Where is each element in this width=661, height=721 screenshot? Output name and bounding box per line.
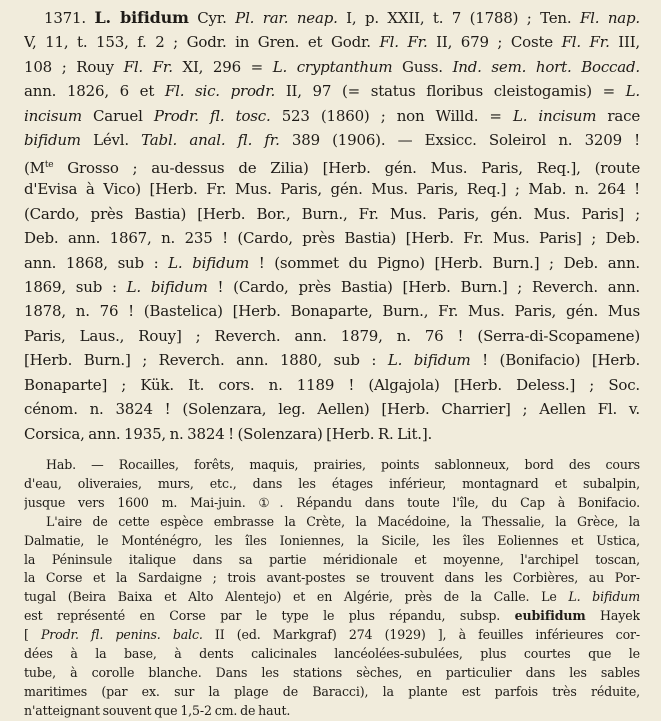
entry-line: [24, 299, 640, 323]
italic-text: Fl. Fr.: [379, 33, 428, 52]
bold-text: L. bifidum: [94, 8, 189, 27]
entry-line: [24, 397, 640, 421]
entry-line: [24, 177, 640, 201]
italic-text: L. bifidum: [126, 277, 208, 296]
text-run: n'atteignant souvent que 1,5-2 cm. de haut.: [24, 702, 291, 718]
notes-line: [46, 455, 640, 475]
entry-line: [24, 373, 640, 397]
entry-line: [24, 202, 640, 226]
italic-text: L. bifidum: [568, 589, 640, 605]
italic-text: Prodr. fl. tosc.: [153, 106, 271, 125]
entry-line: [24, 55, 640, 79]
bold-text: eubifidum: [514, 608, 586, 624]
text-run: ann. 1868, sub :: [24, 253, 169, 272]
italic-text: Ind. sem. hort. Boccad.: [452, 57, 640, 76]
text-run: 1869, sub :: [24, 277, 127, 296]
text-run: la Péninsule italique dans sa partie méridionale et moyenne, l'archipel toscan,: [24, 551, 640, 567]
italic-text: L.: [625, 82, 640, 101]
text-run: 1371.: [44, 9, 95, 27]
text-run: Caruel: [81, 106, 154, 125]
text-run: 523 (1860) ; non Willd. =: [270, 106, 513, 125]
superscript: te: [44, 159, 54, 170]
text-run: ! (Cardo, près Bastia) [Herb. Burn.] ; Reverch. ann.: [207, 277, 640, 296]
text-run: Dalmatie, le Monténégro, les îles Ioniennes, la Sicile, les îles Eoliennes et Ustica,: [24, 532, 640, 548]
text-run: ann. 1826, 6 et: [24, 82, 165, 101]
italic-text: L. cryptanthum: [272, 57, 393, 76]
notes-line: [24, 682, 640, 702]
text-run: Paris, Laus., Rouy] ; Reverch. ann. 1879, n. 76 ! (Serra-di-Scopamene): [24, 326, 640, 345]
italic-text: Fl. sic. prodr.: [164, 82, 276, 101]
text-run: jusque vers 1600 m. Mai-juin. ①. Répandu dans toute l'île, du Cap à Bonifacio.: [24, 494, 640, 510]
italic-text: L. incisum: [512, 106, 597, 125]
text-run: d'Evisa à Vico) [Herb. Fr. Mus. Paris, gén. Mus. Paris, Req.] ; Mab. n. 264 !: [24, 180, 640, 199]
text-run: [: [24, 627, 41, 643]
notes-line: [24, 587, 640, 607]
text-run: V, 11, t. 153, f. 2 ; Godr. in Gren. et Godr.: [24, 33, 380, 52]
italic-text: Fl. nap.: [579, 9, 640, 27]
notes-line: [24, 625, 640, 645]
text-run: Lévl.: [80, 131, 142, 150]
entry-line: [44, 6, 640, 30]
text-run: ! (Bonifacio) [Herb.: [470, 351, 640, 370]
text-run: tube, à corolle blanche. Dans les stations sèches, en particulier dans les sables: [24, 664, 640, 680]
notes-line: [46, 512, 640, 532]
text-run: maritimes (par ex. sur la plage de Baracci), la plante est parfois très réduite,: [24, 683, 640, 699]
text-run: dées à la base, à dents calicinales lancéolées-subulées, plus courtes que le: [24, 646, 640, 661]
italic-text: L. bifidum: [168, 253, 250, 272]
notes-line: [24, 493, 640, 513]
entry-line: [24, 422, 640, 446]
text-run: XI, 296 =: [172, 57, 273, 76]
text-run: Guss.: [392, 57, 453, 76]
italic-text: Prodr. fl. penins. balc.: [40, 627, 203, 643]
italic-text: Pl. rar. neap.: [235, 9, 338, 27]
text-run: 108 ; Rouy: [24, 57, 124, 76]
text-run: cénom. n. 3824 ! (Solenzara, leg. Aellen) [Herb. Charrier] ; Aellen Fl. v.: [24, 400, 640, 419]
entry-line: [24, 104, 640, 128]
italic-text: incisum: [24, 106, 82, 125]
notes-line: [24, 531, 640, 551]
text-run: ! (sommet du Pigno) [Herb. Burn.] ; Deb. ann.: [249, 253, 640, 272]
text-run: II (ed. Markgraf) 274 (1929) ], à feuilles inférieures cor-: [202, 627, 640, 643]
entry-line: [24, 275, 640, 299]
italic-text: Tabl. anal. fl. fr.: [141, 131, 280, 150]
entry-line: [24, 30, 640, 54]
text-run: III,: [609, 33, 640, 52]
italic-text: L. bifidum: [387, 351, 471, 370]
text-run: Corsica, ann. 1935, n. 3824 ! (Solenzara) [Herb. R. Lit.].: [24, 424, 433, 443]
entry-line: [24, 79, 640, 103]
notes-line: [24, 701, 640, 721]
text-run: Hayek: [585, 608, 640, 624]
text-run: la Corse et la Sardaigne ; trois avant-postes se trouvent dans les Corbières, au Por-: [24, 570, 640, 586]
text-run: II, 679 ; Coste: [427, 33, 562, 52]
text-run: [Herb. Burn.] ; Reverch. ann. 1880, sub :: [24, 351, 388, 370]
notes-line: [24, 550, 640, 570]
entry-line: [24, 348, 640, 372]
italic-text: Fl. Fr.: [123, 57, 173, 76]
text-run: tugal (Beira Baixa et Alto Alentejo) et en Algérie, près de la Calle. Le: [24, 589, 569, 605]
text-run: (Cardo, près Bastia) [Herb. Bor., Burn., Fr. Mus. Paris, gén. Mus. Paris] ;: [24, 204, 640, 223]
text-run: Hab. — Rocailles, forêts, maquis, prairies, points sablonneux, bord des cours: [46, 457, 640, 472]
text-run: I, p. XXII, t. 7 (1788) ; Ten.: [337, 9, 580, 27]
text-run: L'aire de cette espèce embrasse la Crète, la Macédoine, la Thessalie, la Grèce, la: [46, 513, 640, 529]
text-run: 389 (1906). — Exsicc. Soleirol n. 3209 !: [279, 131, 640, 150]
notes-line: [24, 644, 640, 664]
notes-line: [24, 663, 640, 683]
text-run: 1878, n. 76 ! (Bastelica) [Herb. Bonaparte, Burn., Fr. Mus. Paris, gén. Mus: [24, 302, 640, 321]
entry-line: [24, 251, 640, 275]
text-run: II, 97 (= status floribus cleistogamis) =: [275, 82, 626, 101]
text-run: Deb. ann. 1867, n. 235 ! (Cardo, près Bastia) [Herb. Fr. Mus. Paris] ; Deb.: [24, 229, 640, 248]
notes-line: [24, 474, 640, 494]
italic-text: Fl. Fr.: [561, 33, 610, 52]
notes-line: [24, 606, 640, 626]
text-run: ($M^{te}$ Grosso ; au-dessus de Zilia) [Herb. gén. Mus. Paris, Req.], (route: [24, 158, 640, 177]
italic-text: bifidum: [24, 131, 81, 150]
entry-line: [24, 153, 640, 177]
text-run: d'eau, oliveraies, murs, etc., dans les étages inférieur, montagnard et subalpin,: [24, 475, 640, 491]
text-run: est représenté en Corse par le type le plus répandu, subsp.: [24, 608, 515, 624]
notes-line: [24, 568, 640, 588]
entry-line: [24, 128, 640, 152]
entry-line: [24, 226, 640, 250]
text-run: race: [596, 106, 640, 125]
entry-line: [24, 324, 640, 348]
text-run: Cyr.: [188, 9, 236, 27]
text-run: Bonaparte] ; Kük. It. cors. n. 1189 ! (Algajola) [Herb. Deless.] ; Soc.: [24, 375, 640, 394]
